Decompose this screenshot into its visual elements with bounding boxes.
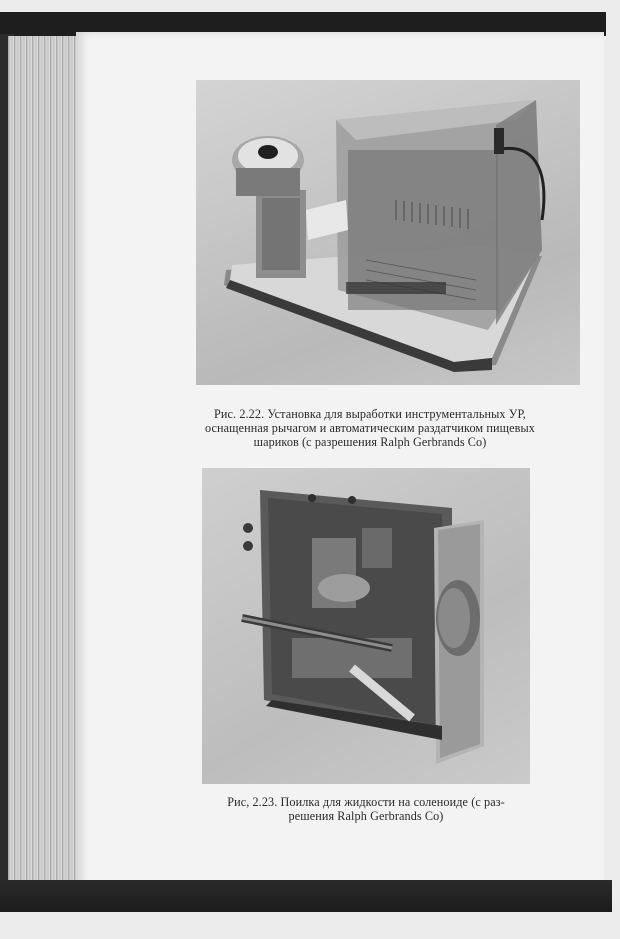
caption-line: шариков (с разрешения Ralph Gerbrands Co)	[253, 435, 487, 449]
caption-line: Рис. 2.22. Установка для выработки инструментальных УР,	[214, 407, 526, 421]
caption-line: Рис, 2.23. Поилка для жидкости на соленоиде (с раз-	[227, 795, 505, 809]
figure-2-22-caption	[180, 407, 560, 449]
figure-2-22-photo	[196, 80, 580, 385]
page-stack-edges	[8, 36, 77, 886]
figure-2-23-caption	[186, 795, 546, 823]
figure-2-23-photo	[202, 468, 530, 784]
caption-line: оснащенная рычагом и автоматическим раздатчиком пищевых	[205, 421, 535, 435]
book-bottom-edge	[0, 880, 612, 912]
caption-line: решения Ralph Gerbrands Co)	[288, 809, 444, 823]
book-page	[76, 32, 604, 886]
